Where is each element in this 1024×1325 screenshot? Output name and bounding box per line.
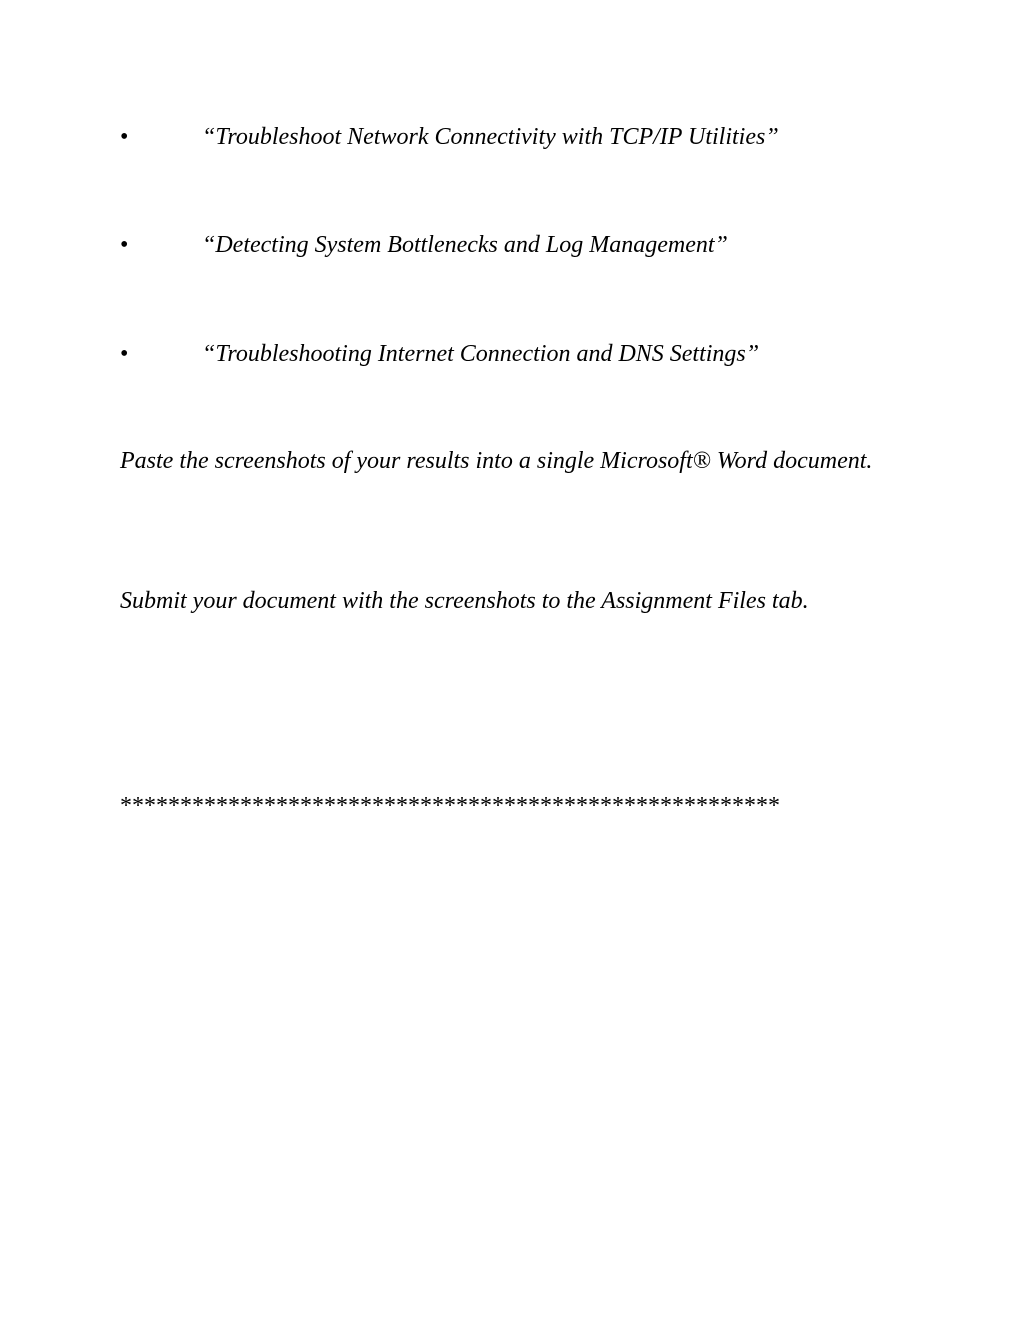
- bullet-item: [120, 229, 920, 261]
- bullet-marker: •: [120, 232, 129, 258]
- asterisk-divider: *******************************************************: [120, 793, 780, 819]
- bullet-item: [120, 338, 920, 370]
- instruction-paragraph: Paste the screenshots of your results into a single Microsoft® Word document.: [120, 448, 873, 474]
- bullet-marker: •: [120, 341, 129, 367]
- bullet-text: “Troubleshooting Internet Connection and DNS Settings”: [202, 341, 760, 367]
- bullet-text: “Detecting System Bottlenecks and Log Management”: [202, 232, 728, 258]
- bullet-item: [120, 121, 920, 153]
- bullet-marker: •: [120, 124, 129, 150]
- bullet-text: “Troubleshoot Network Connectivity with TCP/IP Utilities”: [202, 124, 779, 150]
- submission-paragraph: Submit your document with the screenshots to the Assignment Files tab.: [120, 588, 809, 614]
